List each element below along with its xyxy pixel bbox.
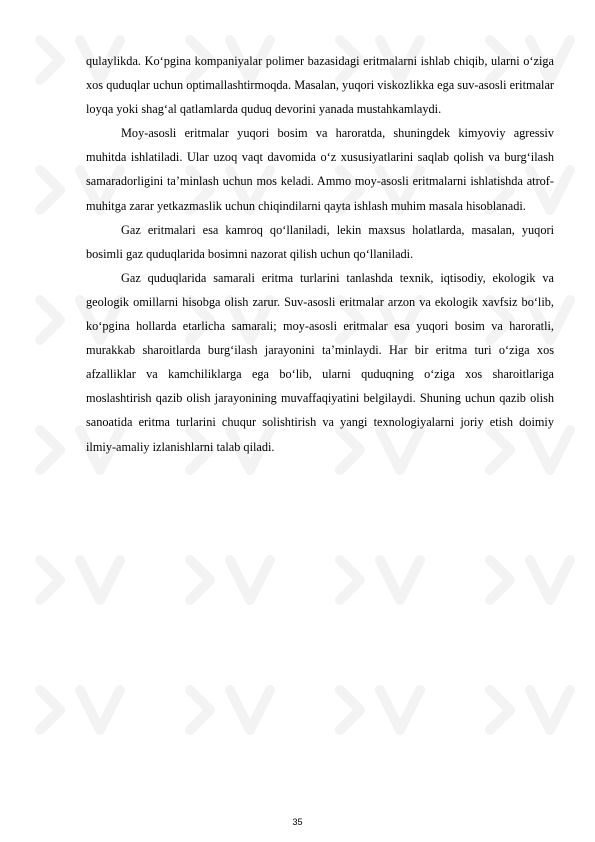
paragraph-3: Gaz eritmalari esa kamroq qo‘llaniladi, lekin maxsus holatlarda, masalan, yuqori bosimli gaz quduqlarida bosimni nazorat qilish uchun qo‘llaniladi.: [86, 222, 554, 261]
document-body: [86, 49, 554, 459]
paragraph-1: qulaylikda. Ko‘pgina kompaniyalar polimer bazasidagi eritmalarni ishlab chiqib, ularni o‘ziga xos quduqlar uchun optimallashtirmoqda. Masalan, yuqori viskozlikka ega suv-asosli eritmalar loyqa yoki shag‘al qatlamlarda quduq devorini yanada mustahkamlaydi.: [86, 54, 554, 117]
paragraph-2: Moy-asosli eritmalar yuqori bosim va haroratda, shuningdek kimyoviy agressiv muhitda ishlatiladi. Ular uzoq vaqt davomida o‘z xususiyatlarini saqlab qolish va burg‘ilash samaradorligini ta’minlash uchun mos keladi. Ammo moy-asosli eritmalarni ishlatishda atrof-muhitga zarar yetkazmaslik uchun chiqindilarni qayta ishlash muhim masala hisoblanadi.: [86, 126, 554, 213]
page-number: 35: [292, 817, 303, 827]
paragraph-4: Gaz quduqlarida samarali eritma turlarini tanlashda texnik, iqtisodiy, ekologik va geologik omillarni hisobga olish zarur. Suv-asosli eritmalar arzon va ekologik xavfsiz bo‘lib, ko‘pgina hollarda etarlicha samarali; moy-asosli eritmalar esa yuqori bosim va haroratli, murakkab sharoitlarda burg‘ilash jarayonini ta’minlaydi. Har bir eritma turi o‘ziga xos afzalliklar va kamchiliklarga ega bo‘lib, ularni quduqning o‘ziga xos sharoitlariga moslashtirish qazib olish jarayonining muvaffaqiyatini belgilaydi. Shuning uchun qazib olish sanoatida eritma turlarini chuqur solishtirish va yangi texnologiyalarni joriy etish doimiy ilmiy-amaliy izlanishlarni talab qiladi.: [86, 270, 554, 454]
